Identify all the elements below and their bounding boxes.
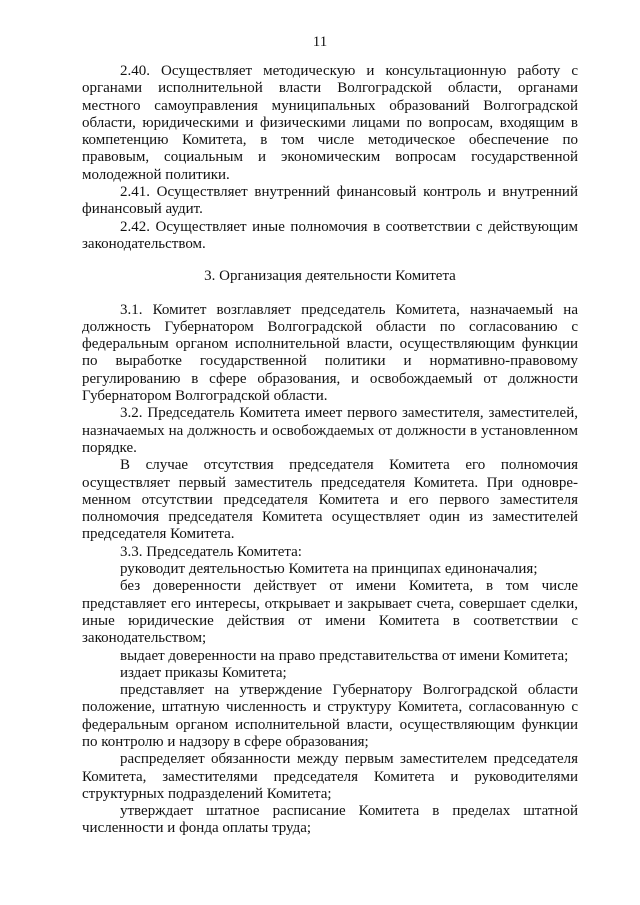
list-item: издает приказы Комитета;	[120, 664, 287, 681]
document-body	[82, 63, 578, 838]
section-heading: 3. Организация деятельности Комитета	[204, 268, 456, 285]
list-item: утверждает штатное расписание Комитета в пределах штатной численности и фонда оплаты труда;	[82, 803, 578, 837]
paragraph-3-2: 3.2. Председатель Комитета имеет первого заместителя, заместителей, назначаемых на должность и освобождаемых от должности в установленном порядке.	[82, 405, 578, 456]
paragraph-2-42: 2.42. Осуществляет иные полномочия в соответствии с действующим законодательством.	[82, 218, 578, 252]
paragraph-2-40: 2.40. Осуществляет методическую и консультационную работу с органами исполнительной власти Волгоградской области, органами местного самоуправления муниципальных образований Волгоградской области, юридическими и физическими лицами по вопросам, входящим в компетенцию Комитета, в том числе методическое обеспечение по правовым, социальным и экономическим вопросам государственной молодежной политики.	[82, 63, 578, 183]
page-number: 11	[312, 34, 328, 50]
paragraph-3-2-absence: В случае отсутствия председателя Комитета его полномочия осуществляет первый заместитель председателя Комитета. При одновременном отсутствии председателя Комитета и его первого заместителя полномочия председателя Комитета осуществляет один из заместителей председателя Комитета.	[82, 457, 578, 543]
list-item: выдает доверенности на право представительства от имени Комитета;	[120, 647, 569, 664]
list-item: руководит деятельностью Комитета на принципах единоначалия;	[120, 561, 538, 578]
list-item: распределяет обязанности между первым заместителем председателя Комитета, заместителями председателя Комитета и руководителями структурных подразделений Комитета;	[82, 751, 578, 802]
paragraph-2-41: 2.41. Осуществляет внутренний финансовый контроль и внутренний финансовый аудит.	[82, 184, 578, 218]
paragraph-3-1: 3.1. Комитет возглавляет председатель Комитета, назначаемый на должность Губернатором Волгоградской области по согласованию с федеральным органом исполнительной власти, осуществляющим функции по выработке государственной политики и нормативно-правовому регулированию в сфере образования, и освобождаемый от должности Губернатором Волгоградской области.	[82, 301, 578, 405]
paragraph-3-3: 3.3. Председатель Комитета:	[120, 543, 302, 560]
list-item: представляет на утверждение Губернатору Волгоградской области положение, штатную численность и структуру Комитета, согласованную с федеральным органом исполнительной власти, осуществляющим функции по контролю и надзору в сфере образования;	[82, 682, 578, 750]
list-item: без доверенности действует от имени Комитета, в том числе представляет его интересы, открывает и закрывает счета, совершает сделки, иные юридические действия от имени Комитета в соответствии с законодательством;	[82, 578, 578, 647]
